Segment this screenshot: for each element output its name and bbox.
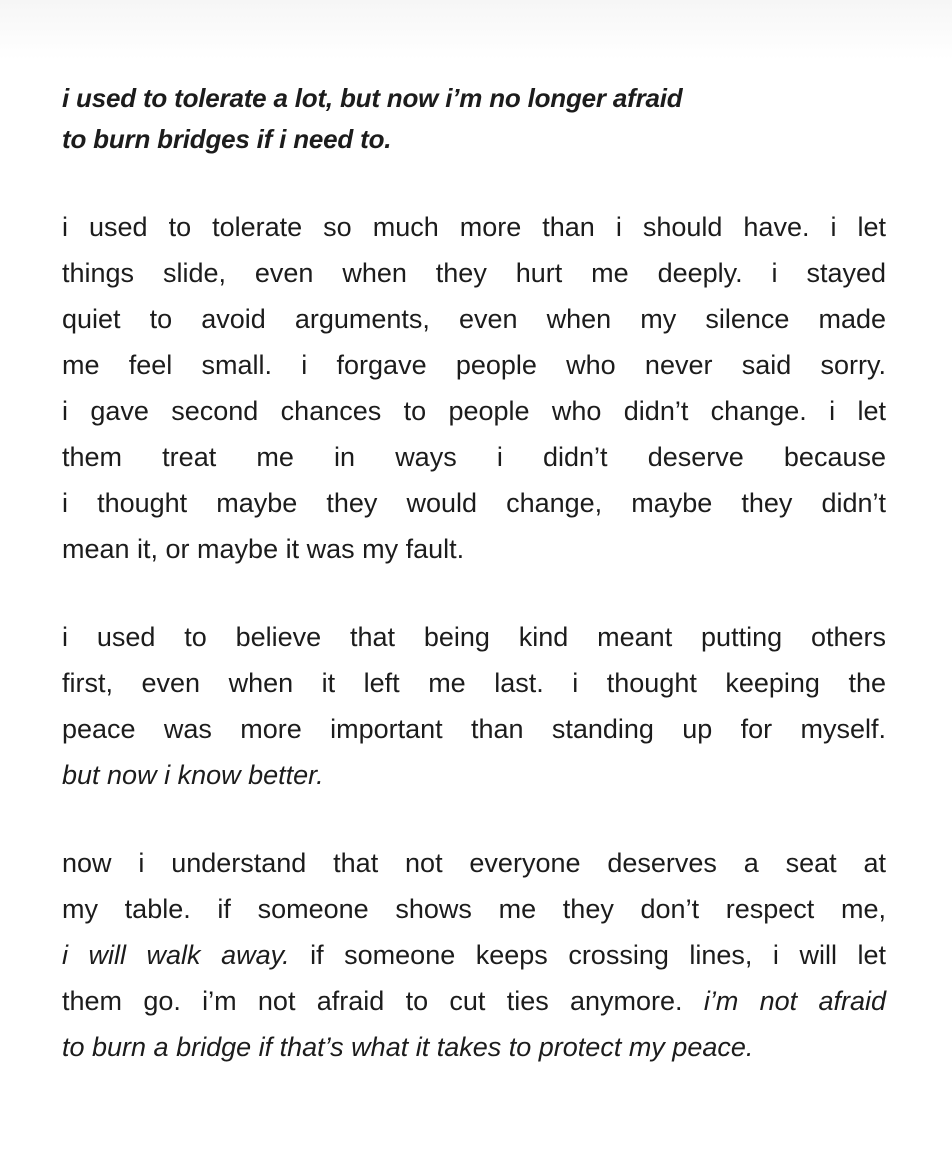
paragraph-3-line-4-regular: them go. i’m not afraid to cut ties anymore. <box>62 986 704 1016</box>
heading-line-2: to burn bridges if i need to. <box>62 124 392 154</box>
paragraph-2-italic-line: but now i know better. <box>62 760 324 790</box>
paragraph-2-line-1: i used to believe that being kind meant putting others <box>62 622 886 652</box>
paragraph-1-line-7: i thought maybe they would change, maybe they didn’t <box>62 488 886 518</box>
paragraph-1 <box>62 204 886 572</box>
paragraph-3-line-4-italic: i’m not afraid <box>703 986 886 1016</box>
paragraph-3-line-5: to burn a bridge if that’s what it takes to protect my peace. <box>62 1032 754 1062</box>
paragraph-2-line-2: first, even when it left me last. i thought keeping the <box>62 668 886 698</box>
paragraph-3 <box>62 840 886 1070</box>
paragraph-3-line-1: now i understand that not everyone deserves a seat at <box>62 848 886 878</box>
paragraph-3-line-2: my table. if someone shows me they don’t respect me, <box>62 894 886 924</box>
paragraph-2-line-3: peace was more important than standing up for myself. <box>62 714 886 744</box>
paragraph-1-line-2: things slide, even when they hurt me deeply. i stayed <box>62 258 886 288</box>
heading <box>62 78 886 160</box>
paragraph-1-line-3: quiet to avoid arguments, even when my silence made <box>62 304 886 334</box>
paragraph-1-line-8: mean it, or maybe it was my fault. <box>62 534 465 564</box>
paragraph-1-line-4: me feel small. i forgave people who never said sorry. <box>62 350 886 380</box>
heading-line-1: i used to tolerate a lot, but now i’m no longer afraid <box>62 83 683 113</box>
paragraph-1-line-5: i gave second chances to people who didn’t change. i let <box>62 396 886 426</box>
paragraph-2 <box>62 614 886 798</box>
paragraph-1-line-1: i used to tolerate so much more than i should have. i let <box>62 212 886 242</box>
paragraph-3-line-4 <box>62 978 886 1024</box>
paragraph-1-line-6: them treat me in ways i didn’t deserve because <box>62 442 886 472</box>
paragraph-3-line-3-italic: i will walk away. <box>62 940 290 970</box>
paragraph-3-line-3 <box>62 932 886 978</box>
paragraph-3-line-3-rest: if someone keeps crossing lines, i will let <box>289 940 886 970</box>
